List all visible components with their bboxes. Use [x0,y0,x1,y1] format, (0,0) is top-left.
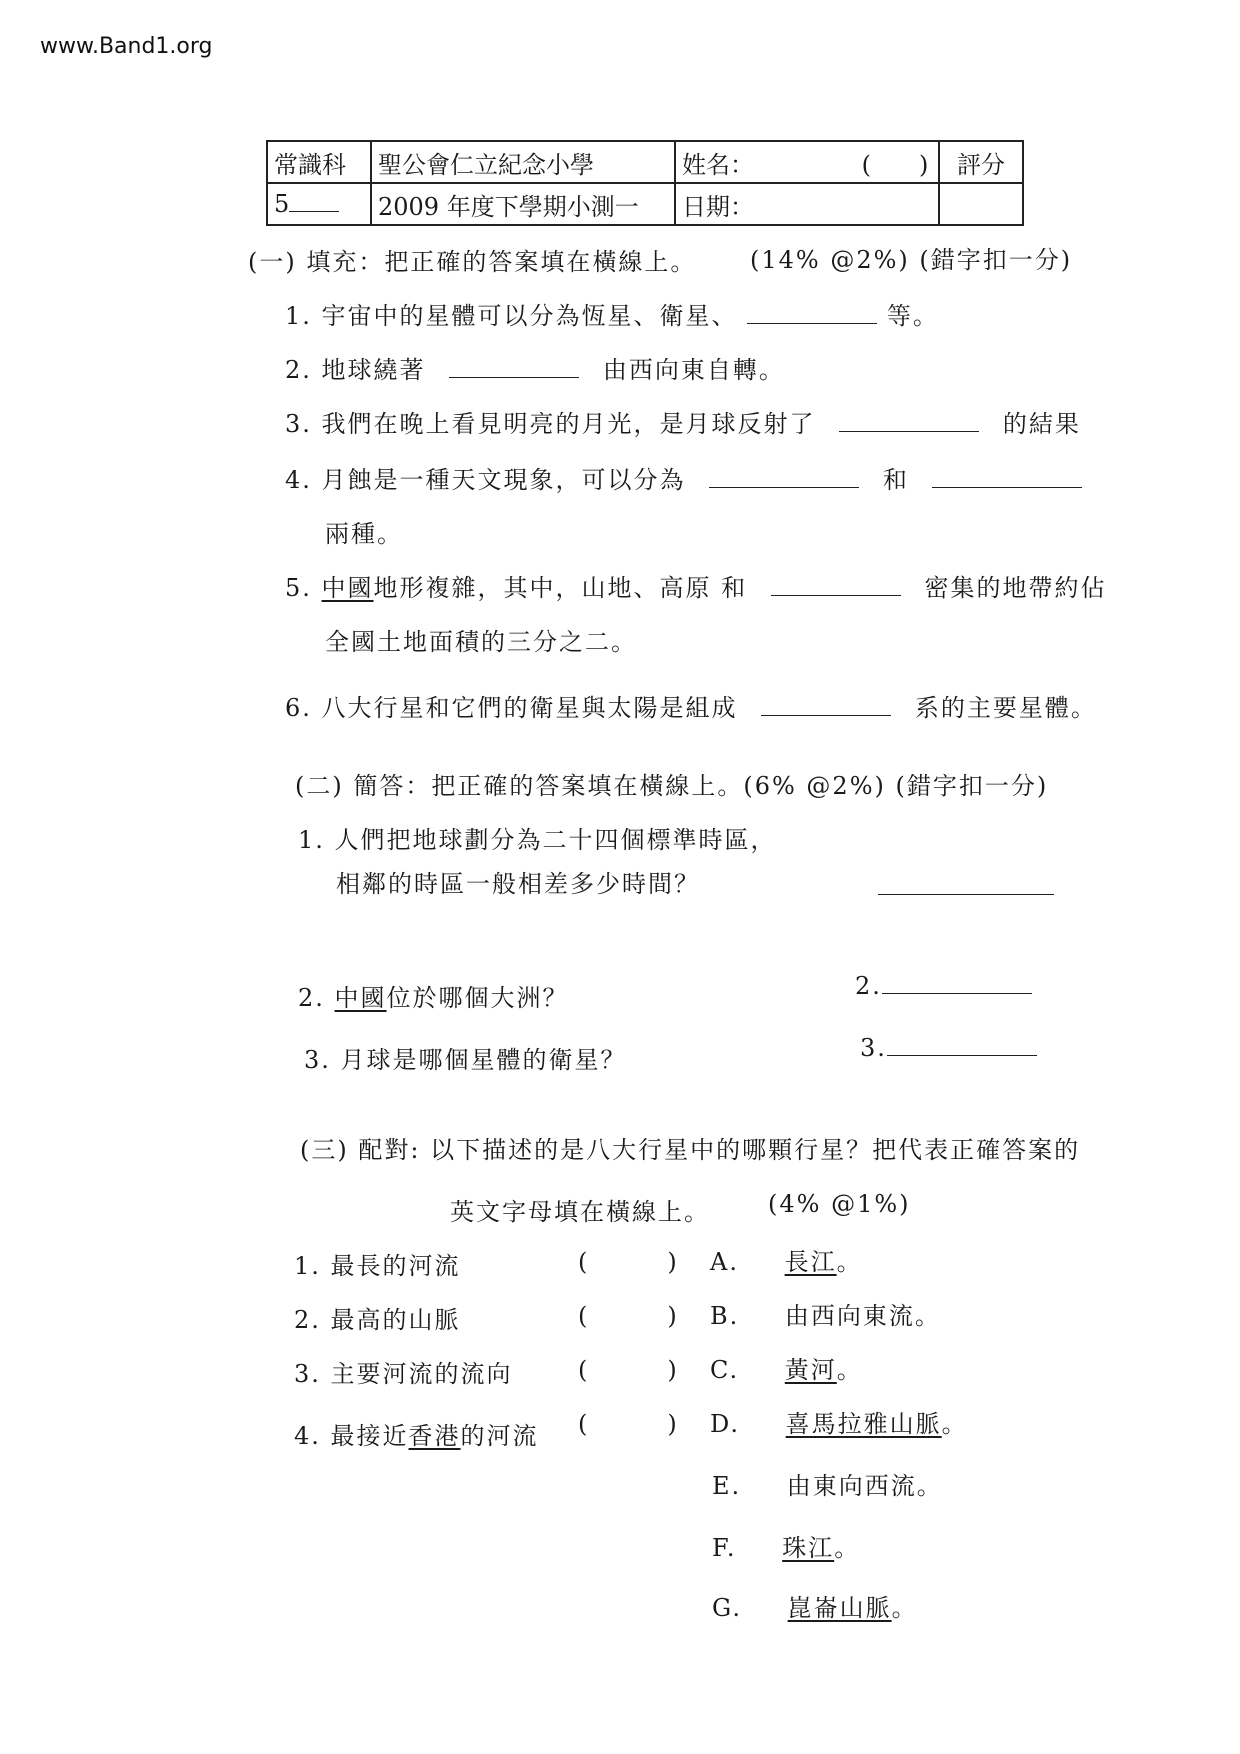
s2-item-3 [304,1040,627,1075]
option-letter: C. [710,1356,740,1384]
date-label: 日期： [682,192,754,221]
s1-item-5 [285,568,1106,603]
score-label: 評分 [939,141,1023,183]
option-letter: A. [710,1248,739,1276]
option-text: 長江 [784,1248,837,1276]
item-number: 4. [285,466,312,494]
s2-answer-3[interactable] [860,1034,1037,1062]
s3-answer-paren-3[interactable]: ( ) [578,1356,679,1384]
s2-item-1 [298,820,777,855]
term-title: 2009 年度下學期小測一 [371,183,675,225]
section3-title: (三) 配對: 以下描述的是八大行星中的哪顆行星？把代表正確答案的 [300,1136,1081,1164]
proper-noun: 中國 [321,574,374,602]
subject-cell: 常識科 [267,141,371,183]
item-text: 最接近 [330,1422,409,1450]
item-number: 2. [298,984,325,1012]
option-text: 黃河 [784,1356,837,1384]
section3-title-line2: 英文字母填在橫線上。 [450,1198,710,1226]
item-number: 6. [285,694,312,722]
item-text: 位於哪個大洲？ [386,984,569,1012]
option-end: 。 [836,1356,863,1384]
item-text: 地球繞著 [321,356,426,384]
item-text-end: 系的主要星體。 [914,694,1097,722]
s3-answer-paren-1[interactable]: ( ) [578,1248,679,1276]
item-text-end: 密集的地帶約佔 [924,574,1107,602]
item-number: 5. [285,574,312,602]
item-text-end: 由西向東自轉。 [602,356,785,384]
item-text: 宇宙中的星體可以分為恆星、衛星、 [321,302,738,330]
item-number: 2. [285,356,312,384]
answer-blank[interactable] [932,486,1082,488]
header-table [266,140,1024,226]
answer-blank[interactable] [747,322,877,324]
proper-noun: 中國 [334,984,387,1012]
grade-cell [267,183,371,225]
item-text: 八大行星和它們的衛星與太陽是組成 [321,694,738,722]
school-name: 聖公會仁立紀念小學 [371,141,675,183]
s3-option-e [712,1466,943,1501]
name-label: 姓名： [682,150,754,179]
s3-question-4 [294,1416,539,1451]
option-letter: E. [712,1472,742,1500]
option-end: 。 [834,1534,861,1562]
s3-question-3 [294,1354,513,1389]
answer-blank[interactable] [771,594,901,596]
s3-question-2 [294,1300,461,1335]
s2-item-2 [298,978,569,1013]
item-text: 主要河流的流向 [330,1360,513,1388]
s3-answer-paren-2[interactable]: ( ) [578,1302,679,1330]
section1-marks: (14% @2%) (錯字扣一分) [750,246,1073,274]
answer-blank[interactable] [709,486,859,488]
answer-number: 3. [860,1034,887,1062]
option-end: 。 [891,1594,918,1622]
proper-noun: 香港 [408,1422,461,1450]
answer-blank[interactable] [761,714,891,716]
item-number: 3. [285,410,312,438]
option-end: 。 [941,1410,968,1438]
s3-option-d [710,1404,968,1439]
class-number-paren: ( ) [861,150,929,179]
item-number: 1. [294,1252,321,1280]
item-text-mid: 和 [882,466,909,494]
option-text: 由東向西流。 [786,1472,943,1500]
item-number: 1. [298,826,325,854]
s3-answer-paren-4[interactable]: ( ) [578,1410,679,1438]
s2-item-1-line2: 相鄰的時區一般相差多少時間？ [336,870,700,898]
s2-answer-1[interactable] [878,880,1054,899]
s3-option-f [712,1528,860,1563]
score-box [939,183,1023,225]
option-text: 珠江 [782,1534,835,1562]
item-text: 月球是哪個星體的衛星？ [340,1046,627,1074]
s3-question-1 [294,1246,461,1281]
s1-item-5-line2: 全國土地面積的三分之二。 [325,628,637,656]
item-text: 月蝕是一種天文現象，可以分為 [321,466,686,494]
answer-blank[interactable] [449,376,579,378]
item-number: 4. [294,1422,321,1450]
item-text: 地形複雜，其中，山地、高原 和 [373,574,748,602]
grade-blank [289,210,339,212]
s2-answer-2[interactable] [855,972,1032,1000]
s3-option-g [712,1588,918,1623]
s3-option-c [710,1350,863,1385]
item-text: 人們把地球劃分為二十四個標準時區， [334,826,777,854]
s1-item-4-line2: 兩種。 [325,520,403,548]
name-field [675,141,939,183]
section2-title: (二) 簡答：把正確的答案填在橫線上。(6% @2%) (錯字扣一分) [295,772,1049,800]
option-letter: F. [712,1534,737,1562]
date-field [675,183,939,225]
s1-item-1 [285,296,939,331]
item-number: 2. [294,1306,321,1334]
option-letter: D. [710,1410,741,1438]
grade-value: 5 [274,190,290,218]
item-number: 3. [294,1360,321,1388]
option-text: 由西向東流。 [784,1302,941,1330]
s3-option-b [710,1296,941,1331]
section3-marks: (4% @1%) [768,1190,911,1218]
option-text: 喜馬拉雅山脈 [785,1410,942,1438]
option-text: 崑崙山脈 [787,1594,892,1622]
item-text: 我們在晚上看見明亮的月光，是月球反射了 [321,410,816,438]
s3-option-a [710,1242,863,1277]
item-text: 最高的山脈 [330,1306,461,1334]
item-text: 的河流 [460,1422,539,1450]
s1-item-2 [285,350,785,385]
item-text-end: 等。 [886,302,939,330]
answer-number: 2. [855,972,882,1000]
option-end: 。 [836,1248,863,1276]
s1-item-6 [285,688,1097,723]
s1-item-3 [285,404,1081,439]
item-text-end: 的結果 [1002,410,1081,438]
section1-title: (一) 填充：把正確的答案填在橫線上。 [248,248,697,276]
item-number: 3. [304,1046,331,1074]
option-letter: G. [712,1594,742,1622]
answer-blank[interactable] [839,430,979,432]
s1-item-4 [285,460,1082,495]
option-letter: B. [710,1302,740,1330]
item-number: 1. [285,302,312,330]
watermark-url: www.Band1.org [40,34,213,59]
item-text: 最長的河流 [330,1252,461,1280]
